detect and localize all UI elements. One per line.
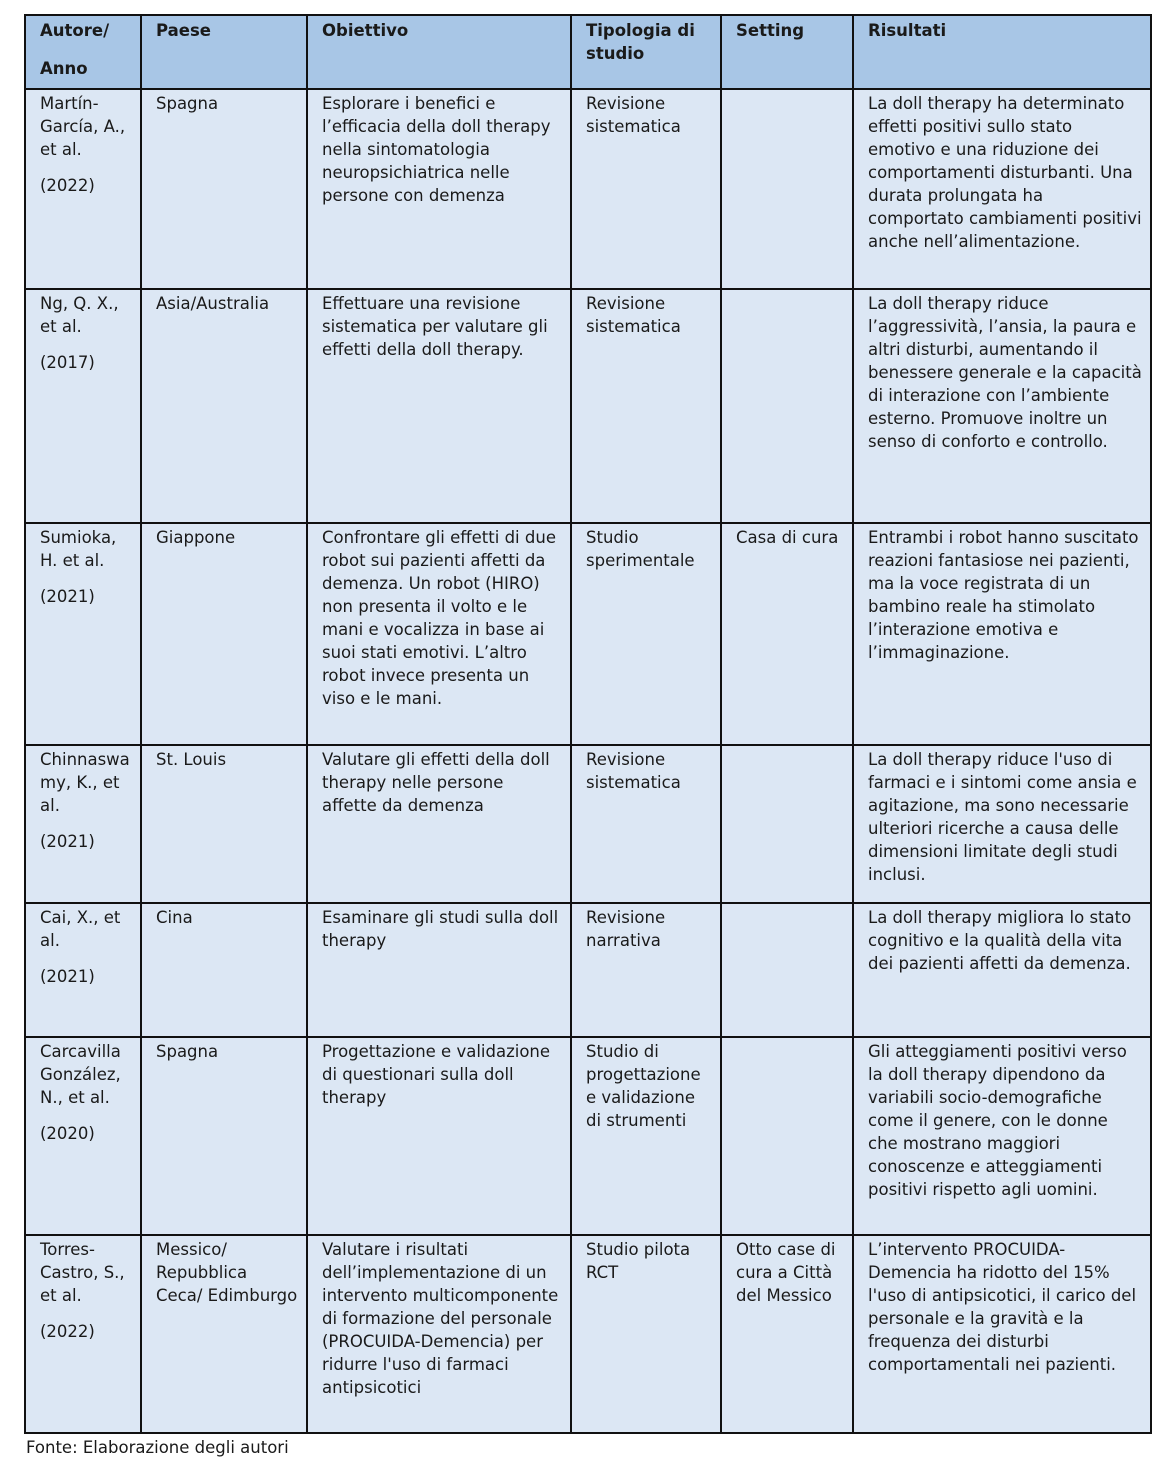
anno-text: (2021)	[40, 967, 95, 986]
cell-setting	[721, 289, 853, 523]
autore-text: Carcavilla González, N., et al.	[40, 1042, 121, 1107]
source-note: Fonte: Elaborazione degli autori	[26, 1438, 289, 1457]
autore-text: Chinnaswamy, K., et al.	[40, 750, 130, 815]
cell-autore	[25, 523, 141, 745]
cell-tipologia: Revisione narrativa	[571, 903, 721, 1037]
cell-autore	[25, 289, 141, 523]
cell-obiettivo: Effettuare una revisione sistematica per valutare gli effetti della doll therapy.	[307, 289, 571, 523]
studies-table	[24, 14, 1152, 1434]
cell-tipologia: Studio pilota RCT	[571, 1235, 721, 1433]
cell-tipologia: Revisione sistematica	[571, 745, 721, 903]
cell-paese: Spagna	[141, 89, 307, 289]
table-row	[25, 1037, 1151, 1235]
cell-risultati: Gli atteggiamenti positivi verso la doll therapy dipendono da variabili socio-demografiche come il genere, con le donne che mostrano maggiori conoscenze e atteggiamenti positivi rispetto agli uomini.	[853, 1037, 1151, 1235]
autore-text: Torres-Castro, S., et al.	[40, 1240, 125, 1305]
cell-setting	[721, 745, 853, 903]
header-row	[25, 15, 1151, 89]
cell-setting: Otto case di cura a Città del Messico	[721, 1235, 853, 1433]
cell-setting: Casa di cura	[721, 523, 853, 745]
cell-setting	[721, 1037, 853, 1235]
anno-text: (2021)	[40, 832, 95, 851]
table-row	[25, 523, 1151, 745]
cell-paese: Spagna	[141, 1037, 307, 1235]
cell-risultati: La doll therapy ha determinato effetti positivi sullo stato emotivo e una riduzione dei comportamenti disturbanti. Una durata prolungata ha comportato cambiamenti positivi anche nell’alimentazione.	[853, 89, 1151, 289]
header-setting: Setting	[721, 15, 853, 89]
cell-paese: St. Louis	[141, 745, 307, 903]
cell-autore	[25, 745, 141, 903]
autore-text: Cai, X., et al.	[40, 908, 121, 950]
anno-text: (2017)	[40, 353, 95, 372]
cell-tipologia: Studio sperimentale	[571, 523, 721, 745]
anno-text: (2021)	[40, 587, 95, 606]
autore-text: Ng, Q. X., et al.	[40, 294, 119, 336]
cell-tipologia: Revisione sistematica	[571, 289, 721, 523]
header-obiettivo: Obiettivo	[307, 15, 571, 89]
cell-setting	[721, 903, 853, 1037]
cell-setting	[721, 89, 853, 289]
cell-tipologia: Revisione sistematica	[571, 89, 721, 289]
table-body	[25, 89, 1151, 1433]
cell-autore	[25, 1235, 141, 1433]
cell-obiettivo: Confrontare gli effetti di due robot sui pazienti affetti da demenza. Un robot (HIRO) non presenta il volto e le mani e vocalizza in base ai suoi stati emotivi. L’altro robot invece presenta un viso e le mani.	[307, 523, 571, 745]
cell-autore	[25, 1037, 141, 1235]
anno-text: (2022)	[40, 1322, 95, 1341]
cell-tipologia: Studio di progettazione e validazione di strumenti	[571, 1037, 721, 1235]
header-paese: Paese	[141, 15, 307, 89]
cell-risultati: L’intervento PROCUIDA-Demencia ha ridotto del 15% l'uso di antipsicotici, il carico del personale e la gravità e la frequenza dei disturbi comportamentali nei pazienti.	[853, 1235, 1151, 1433]
cell-autore	[25, 89, 141, 289]
header-tipologia: Tipologia di studio	[571, 15, 721, 89]
cell-risultati: La doll therapy riduce l’aggressività, l’ansia, la paura e altri disturbi, aumentando il benessere generale e la capacità di interazione con l’ambiente esterno. Promuove inoltre un senso di conforto e controllo.	[853, 289, 1151, 523]
anno-text: (2020)	[40, 1124, 95, 1143]
cell-risultati: La doll therapy migliora lo stato cognitivo e la qualità della vita dei pazienti affetti da demenza.	[853, 903, 1151, 1037]
table-row	[25, 903, 1151, 1037]
anno-text: (2022)	[40, 176, 95, 195]
header-autore: Autore/	[40, 21, 110, 40]
header-anno: Anno	[40, 59, 88, 78]
cell-obiettivo: Valutare i risultati dell’implementazione di un intervento multicomponente di formazione del personale (PROCUIDA-Demencia) per ridurre l'uso di farmaci antipsicotici	[307, 1235, 571, 1433]
autore-text: Martín-García, A., et al.	[40, 94, 126, 159]
table-header	[25, 15, 1151, 89]
table-row	[25, 289, 1151, 523]
cell-obiettivo: Progettazione e validazione di questionari sulla doll therapy	[307, 1037, 571, 1235]
cell-obiettivo: Esplorare i benefici e l’efficacia della doll therapy nella sintomatologia neuropsichiatrica nelle persone con demenza	[307, 89, 571, 289]
cell-obiettivo: Esaminare gli studi sulla doll therapy	[307, 903, 571, 1037]
cell-paese: Cina	[141, 903, 307, 1037]
cell-paese: Giappone	[141, 523, 307, 745]
table-row	[25, 1235, 1151, 1433]
header-risultati: Risultati	[853, 15, 1151, 89]
cell-paese: Messico/ Repubblica Ceca/ Edimburgo	[141, 1235, 307, 1433]
cell-obiettivo: Valutare gli effetti della doll therapy nelle persone affette da demenza	[307, 745, 571, 903]
header-autore-anno	[25, 15, 141, 89]
cell-risultati: Entrambi i robot hanno suscitato reazioni fantasiose nei pazienti, ma la voce registrata di un bambino reale ha stimolato l’interazione emotiva e l’immaginazione.	[853, 523, 1151, 745]
table-row	[25, 89, 1151, 289]
cell-risultati: La doll therapy riduce l'uso di farmaci e i sintomi come ansia e agitazione, ma sono necessarie ulteriori ricerche a causa delle dimensioni limitate degli studi inclusi.	[853, 745, 1151, 903]
cell-paese: Asia/Australia	[141, 289, 307, 523]
autore-text: Sumioka, H. et al.	[40, 528, 117, 570]
cell-autore	[25, 903, 141, 1037]
table-row	[25, 745, 1151, 903]
